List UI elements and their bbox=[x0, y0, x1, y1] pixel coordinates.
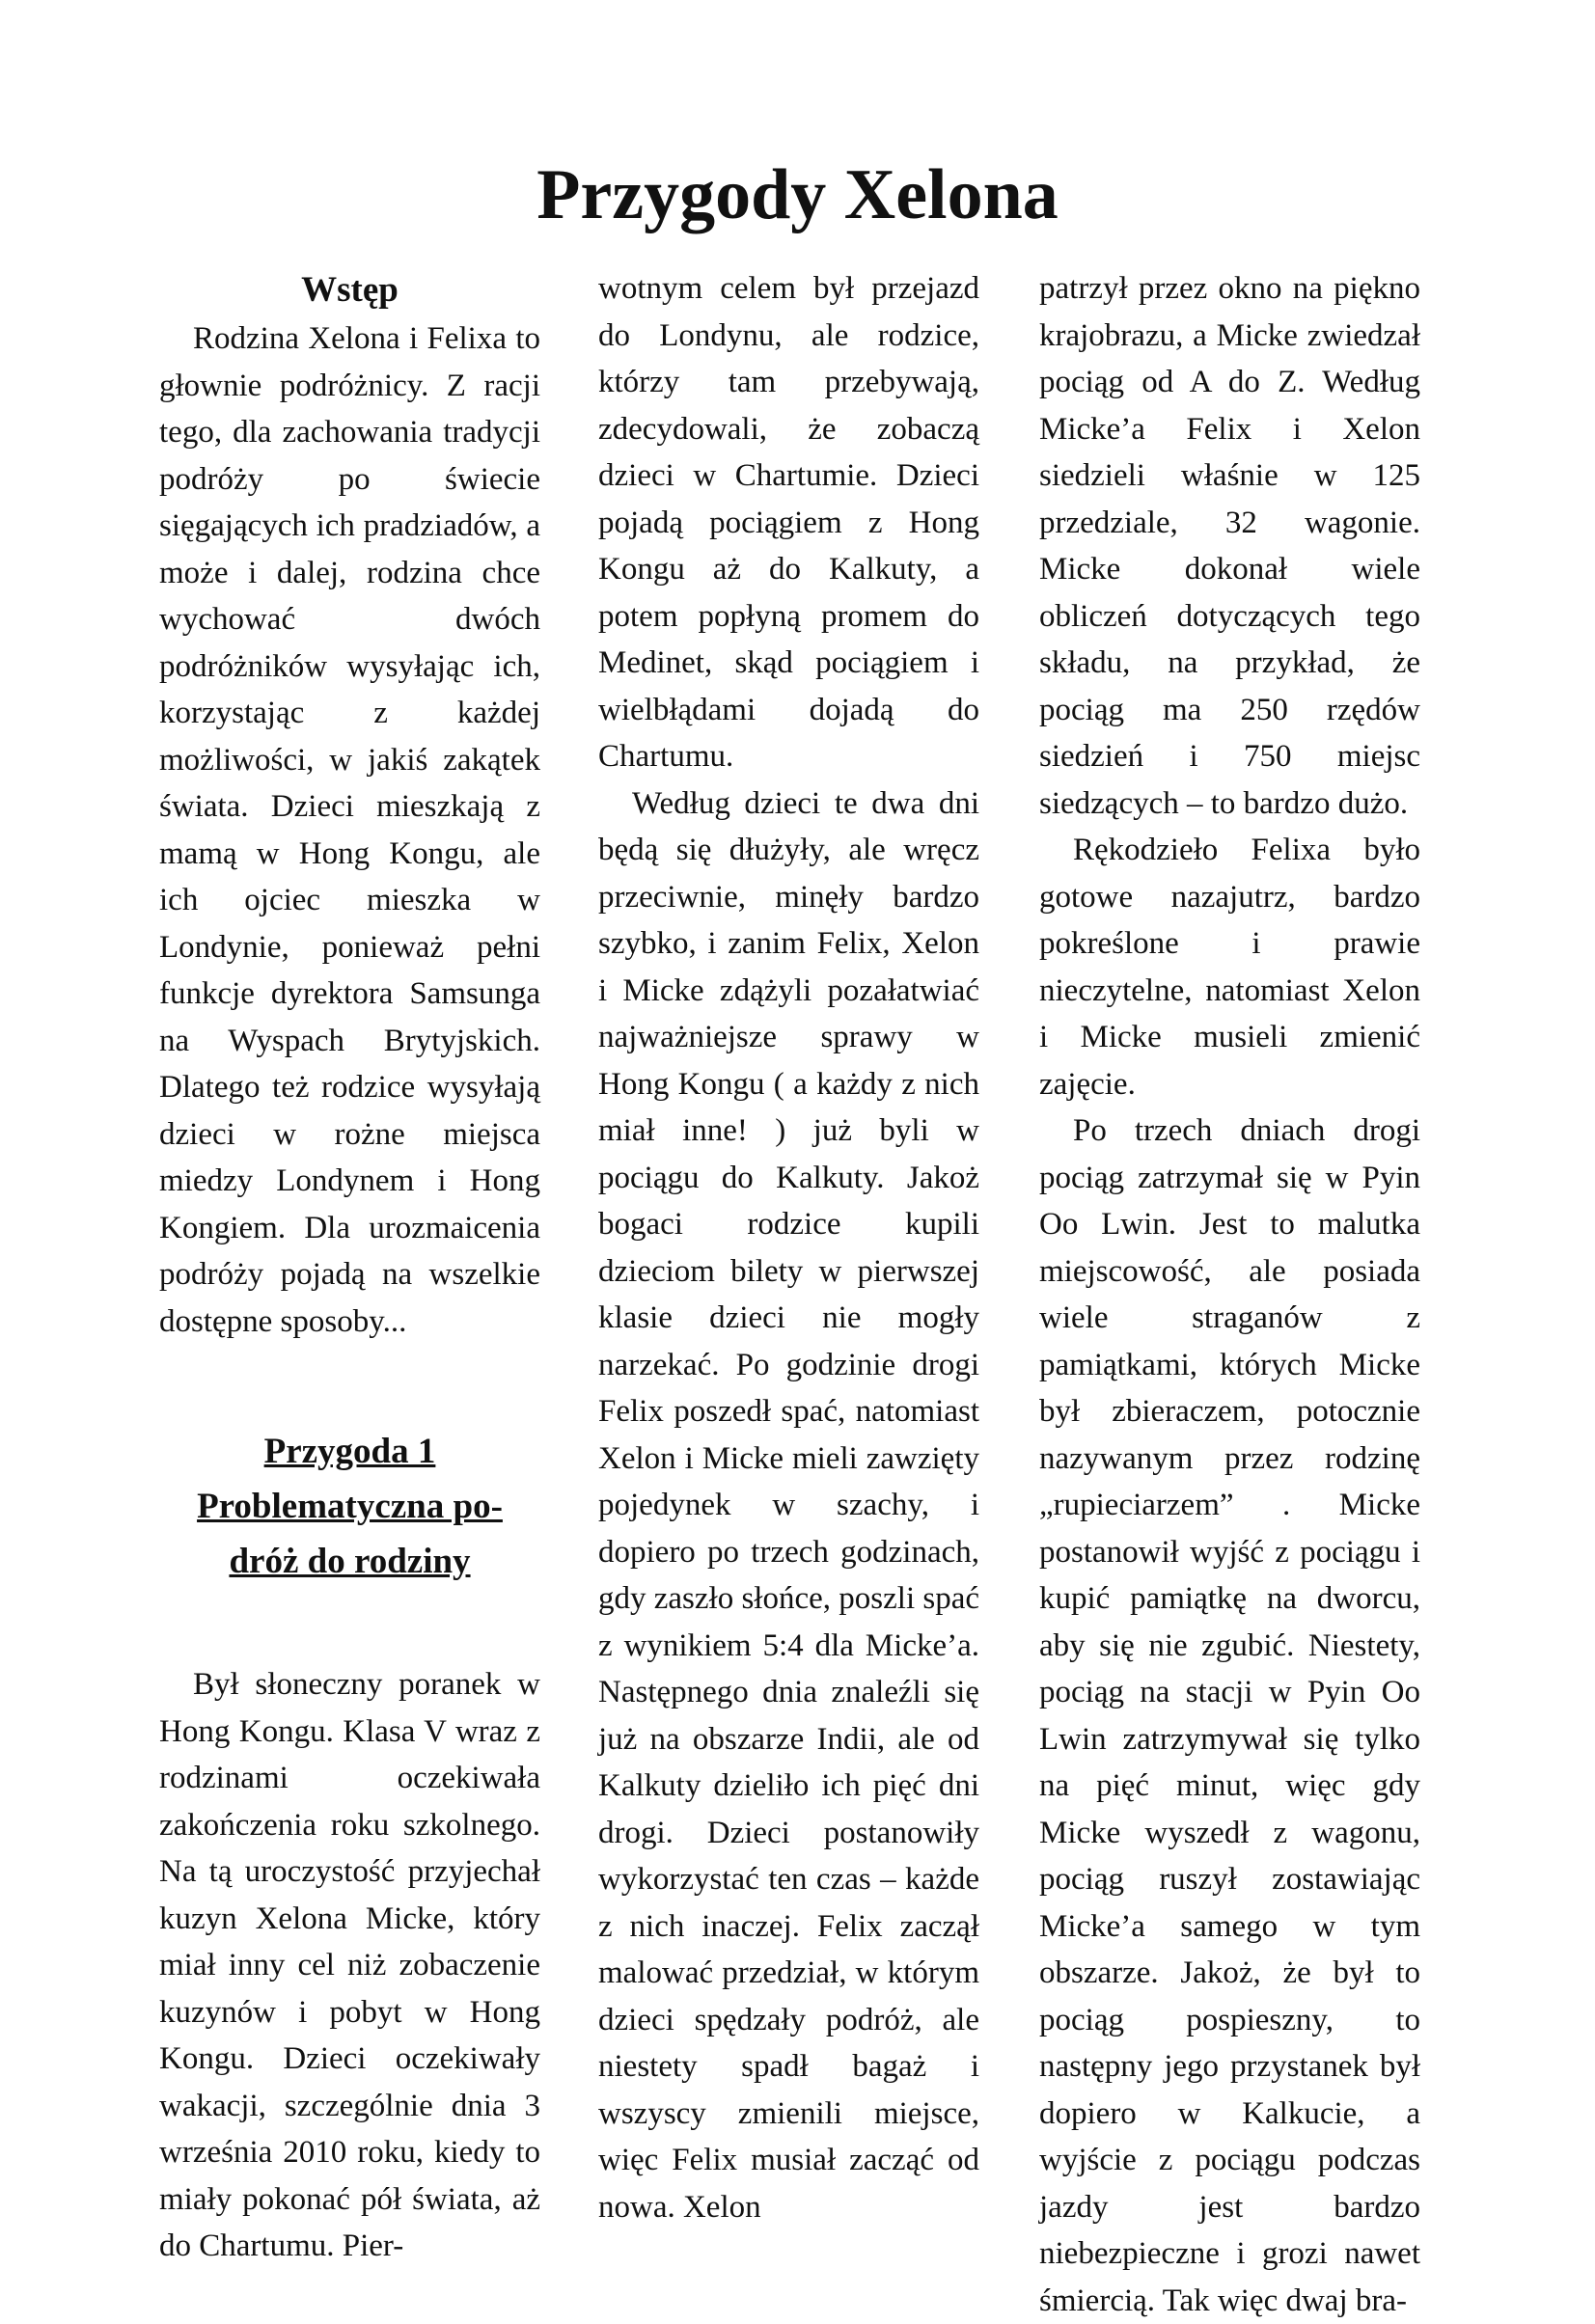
column-2 bbox=[598, 265, 979, 2230]
adventure-1-paragraph-3: Rękodzieło Felixa było gotowe nazajutrz, bardzo pokreślone i prawie nieczytelne, natomiast Xelon i Micke musieli zmienić zajęcie. bbox=[1039, 833, 1420, 1102]
adventure-1-paragraph-2: Według dzieci te dwa dni będą się dłużyły, ale wręcz przeciwnie, minęły bardzo szybko, i zanim Felix, Xelon i Micke zdążyli pozałatwiać najważniejsze sprawy w Hong Kongu ( a każdy z nich miał inne! ) już byli w pociągu do Kalkuty. Jakoż bogaci rodzice kupili dzieciom bilety w pierwszej klasie dzieci nie mogły narzekać. Po godzinie drogi Felix poszedł spać, natomiast Xelon i Micke mieli zawzięty pojedynek w szachy, i dopiero po trzech godzinach, gdy zaszło słońce, poszli spać z wynikiem 5:4 dla Micke’a. Następnego dnia znaleźli się już na obszarze Indii, ale od Kalkuty dzieliło ich pięć dni drogi. Dzieci postanowiły wykorzystać ten czas – każde z nich inaczej. Felix zaczął malować przedział, w którym dzieci spędzały podróż, ale niestety spadł bagaż i wszyscy zmienili miejsce, więc Felix musiał zacząć od nowa. Xelon bbox=[598, 785, 979, 2225]
column-1 bbox=[159, 265, 540, 2270]
adventure-1-paragraph-1-continued: wotnym celem był przejazd do Londynu, ale rodzice, którzy tam przebywają, zdecydowali, że zobaczą dzieci w Chartumie. Dzieci pojadą pociągiem z Hong Kongu aż do Kalkuty, a potem popłyną promem do Medinet, skąd pociągiem i wielbłądami dojadą do Chartumu. bbox=[598, 271, 979, 774]
adventure-1-heading-line1: Przygoda 1 bbox=[263, 1432, 436, 1471]
adventure-1-heading bbox=[159, 1424, 540, 1589]
adventure-1-heading-line2: Problematyczna po- bbox=[197, 1487, 503, 1526]
intro-paragraph: Rodzina Xelona i Felixa to głownie podróżnicy. Z racji tego, dla zachowania tradycji podróży po świecie sięgających ich pradziadów, a może i dalej, rodzina chce wychować dwóch podróżników wysyłając ich, korzystając z każdej możliwości, w jakiś zakątek świata. Dzieci mieszkają z mamą w Hong Kongu, ale ich ojciec mieszka w Londynie, ponieważ pełni funkcje dyrektora Samsunga na Wyspach Brytyjskich. Dlatego też rodzice wysyłają dzieci w rożne miejsca miedzy Londynem i Hong Kongiem. Dla urozmaicenia podróży pojadą na wszelkie dostępne sposoby... bbox=[159, 321, 540, 1339]
adventure-1-paragraph-1: Był słoneczny poranek w Hong Kongu. Klasa V wraz z rodzinami oczekiwała zakończenia roku szkolnego. Na tą uroczystość przyjechał kuzyn Xelona Micke, który miał inny cel niż zobaczenie kuzynów i pobyt w Hong Kongu. Dzieci oczekiwały wakacji, szczególnie dnia 3 września 2010 roku, kiedy to miały pokonać pół świata, aż do Chartumu. Pier- bbox=[159, 1667, 540, 2263]
column-3 bbox=[1039, 265, 1420, 2324]
adventure-1-heading-line3: dróż do rodziny bbox=[229, 1542, 471, 1581]
adventure-1-paragraph-4: Po trzech dniach drogi pociąg zatrzymał się w Pyin Oo Lwin. Jest to malutka miejscowość, ale posiada wiele straganów z pamiątkami, których Micke był zbieraczem, potocznie nazywanym przez rodzinę „rupieciarzem” . Micke postanowił wyjść z pociągu i kupić pamiątkę na dworcu, aby się nie zgubić. Niestety, pociąg na stacji w Pyin Oo Lwin zatrzymywał się tylko na pięć minut, więc gdy Micke wyszedł z wagonu, pociąg ruszył zostawiając Micke’a samego w tym obszarze. Jakoż, że był to pociąg pospieszny, to następny jego przystanek był dopiero w Kalkucie, a wyjście z pociągu podczas jazdy jest bardzo niebezpieczne i grozi nawet śmiercią. Tak więc dwaj bra- bbox=[1039, 1113, 1420, 2318]
intro-heading: Wstęp bbox=[301, 270, 399, 310]
adventure-1-paragraph-2-continued: patrzył przez okno na piękno krajobrazu, a Micke zwiedzał pociąg od A do Z. Według Micke’a Felix i Xelon siedzieli właśnie w 125 przedziale, 32 wagonie. Micke dokonał wiele obliczeń dotyczących tego składu, na przykład, że pociąg ma 250 rzędów siedzień i 750 miejsc siedzących – to bardzo dużo. bbox=[1039, 271, 1420, 821]
page-title: Przygody Xelona bbox=[536, 155, 1059, 234]
